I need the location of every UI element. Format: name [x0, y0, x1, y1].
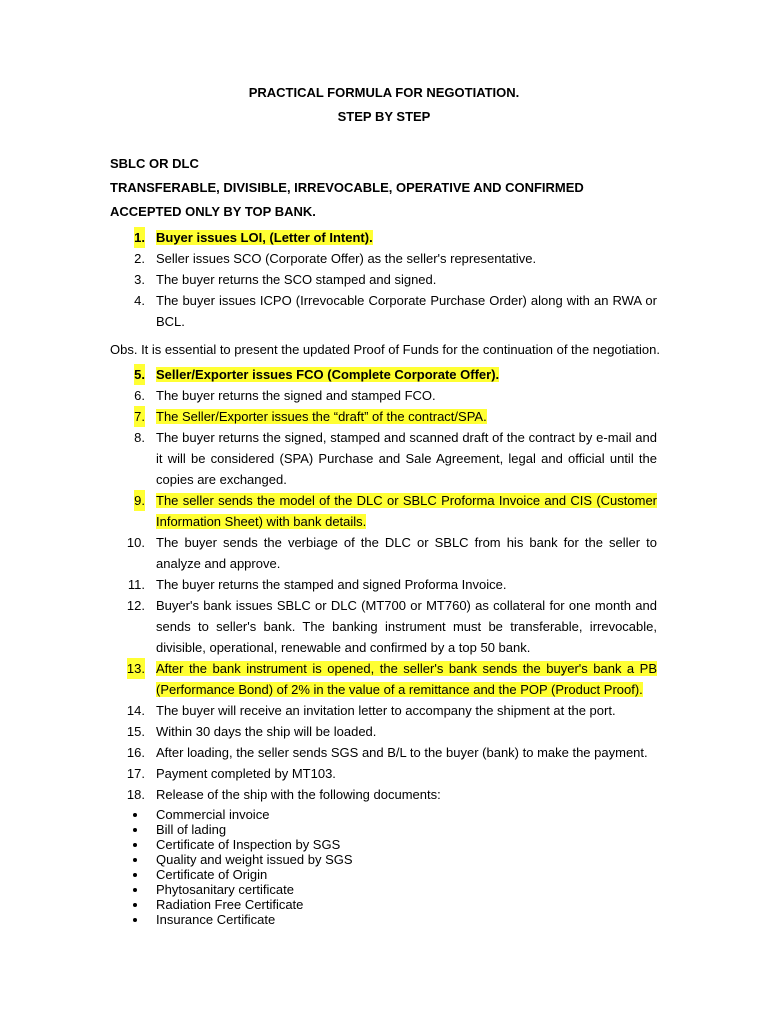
bullet-icon [133, 813, 137, 817]
step-text: The buyer returns the signed and stamped FCO. [156, 388, 436, 403]
step-text: The buyer sends the verbiage of the DLC or SBLC from his bank for the seller to analyze and approve. [156, 535, 657, 571]
step-text: After loading, the seller sends SGS and B/L to the buyer (bank) to make the payment. [156, 745, 648, 760]
step-number: 18. [126, 787, 145, 802]
step-number: 1. [134, 227, 145, 248]
step-item [0, 248, 768, 269]
step-item [0, 532, 768, 574]
step-text: The buyer returns the signed, stamped and scanned draft of the contract by e-mail and it will be considered (SPA) Purchase and Sale Agreement, legal and official until the copies are exchanged. [156, 430, 657, 487]
document-name: Radiation Free Certificate [156, 897, 304, 912]
step-item [0, 700, 768, 721]
step-item [0, 658, 768, 700]
document-title: PRACTICAL FORMULA FOR NEGOTIATION. [248, 85, 520, 100]
step-text: The Seller/Exporter issues the “draft” of the contract/SPA. [156, 409, 487, 424]
document-name: Certificate of Origin [156, 867, 268, 882]
document-name: Quality and weight issued by SGS [156, 852, 353, 867]
step-text: The buyer returns the stamped and signed Proforma Invoice. [156, 577, 507, 592]
step-number: 7. [134, 406, 145, 427]
step-number: 2. [134, 251, 145, 266]
step-item [0, 290, 768, 332]
document-name: Bill of lading [156, 822, 227, 837]
heading-instrument-properties: TRANSFERABLE, DIVISIBLE, IRREVOCABLE, OPERATIVE AND CONFIRMED [110, 180, 584, 195]
step-number: 5. [134, 364, 145, 385]
step-number: 11. [127, 577, 145, 592]
step-item [0, 763, 768, 784]
observation-note: Obs. It is essential to present the updated Proof of Funds for the continuation of the negotiation. [110, 342, 660, 357]
document-name: Certificate of Inspection by SGS [156, 837, 341, 852]
step-item [0, 784, 768, 805]
bullet-icon [133, 903, 137, 907]
documents-bullet-list [0, 807, 768, 927]
step-text: The buyer returns the SCO stamped and signed. [156, 272, 437, 287]
document-list-item [0, 882, 768, 897]
document-list-item [0, 897, 768, 912]
document-subtitle: STEP BY STEP [337, 109, 431, 124]
bullet-icon [133, 828, 137, 832]
step-number: 15. [126, 724, 145, 739]
step-text: Within 30 days the ship will be loaded. [156, 724, 377, 739]
heading-sblc-or-dlc: SBLC OR DLC [110, 156, 199, 171]
bullet-icon [133, 873, 137, 877]
step-item [0, 721, 768, 742]
document-list-item [0, 852, 768, 867]
step-item [0, 742, 768, 763]
step-text: Seller issues SCO (Corporate Offer) as the seller's representative. [156, 251, 537, 266]
step-item [0, 595, 768, 658]
step-text: Payment completed by MT103. [156, 766, 336, 781]
step-text: Buyer's bank issues SBLC or DLC (MT700 or MT760) as collateral for one month and sends to seller's bank. The banking instrument must be transferable, irrevocable, divisible, operational, renewable and confirmed by a top 50 bank. [156, 598, 657, 655]
step-item [0, 364, 768, 385]
step-text: The buyer issues ICPO (Irrevocable Corporate Purchase Order) along with an RWA or BCL. [156, 293, 657, 329]
step-text: Seller/Exporter issues FCO (Complete Corporate Offer). [156, 367, 500, 382]
heading-accepted-bank: ACCEPTED ONLY BY TOP BANK. [110, 204, 316, 219]
step-number: 6. [134, 388, 145, 403]
step-number: 3. [134, 272, 145, 287]
document-name: Commercial invoice [156, 807, 270, 822]
document-list-item [0, 912, 768, 927]
bullet-icon [133, 858, 137, 862]
bullet-icon [133, 918, 137, 922]
step-text: The seller sends the model of the DLC or SBLC Proforma Invoice and CIS (Customer Information Sheet) with bank details. [156, 493, 657, 529]
step-text: Buyer issues LOI, (Letter of Intent). [156, 230, 373, 245]
step-number: 4. [134, 293, 145, 308]
document-list-item [0, 807, 768, 822]
step-item [0, 227, 768, 248]
document-list-item [0, 822, 768, 837]
step-number: 14. [126, 703, 145, 718]
document-name: Phytosanitary certificate [156, 882, 295, 897]
step-item [0, 490, 768, 532]
step-item [0, 406, 768, 427]
document-name: Insurance Certificate [156, 912, 276, 927]
document-list-item [0, 867, 768, 882]
step-number: 12. [126, 598, 145, 613]
step-item [0, 385, 768, 406]
bullet-icon [133, 888, 137, 892]
step-text: Release of the ship with the following documents: [156, 787, 441, 802]
document-list-item [0, 837, 768, 852]
step-item [0, 574, 768, 595]
bullet-icon [133, 843, 137, 847]
step-number: 8. [134, 430, 145, 445]
step-number: 10. [126, 535, 145, 550]
step-number: 13. [127, 658, 145, 679]
step-number: 16. [126, 745, 145, 760]
step-item [0, 427, 768, 490]
step-text: After the bank instrument is opened, the seller's bank sends the buyer's bank a PB (Performance Bond) of 2% in the value of a remittance and the POP (Product Proof). [156, 661, 657, 697]
step-item [0, 269, 768, 290]
step-text: The buyer will receive an invitation letter to accompany the shipment at the port. [156, 703, 616, 718]
step-number: 9. [134, 490, 145, 511]
step-number: 17. [126, 766, 145, 781]
